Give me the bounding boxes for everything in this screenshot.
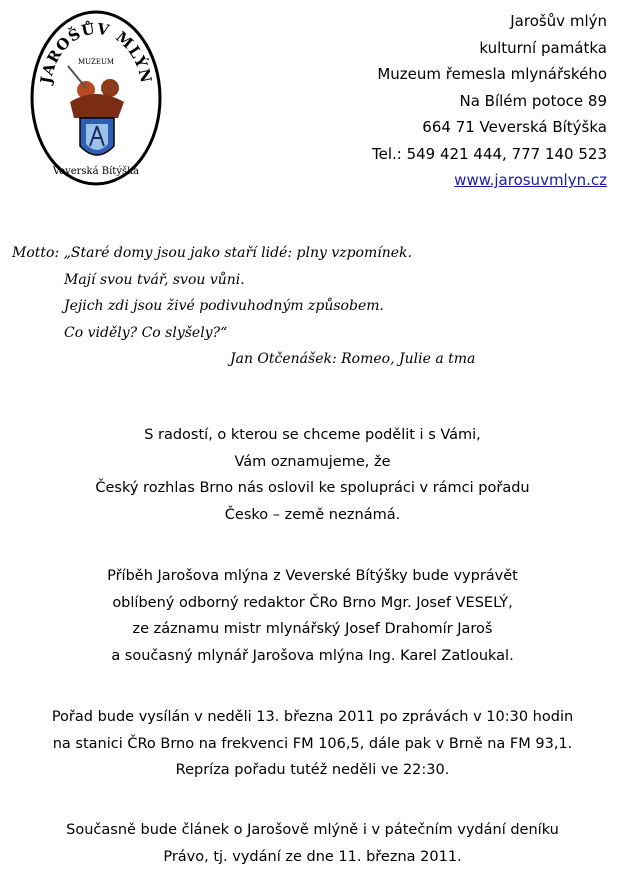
museum-logo — [28, 6, 164, 188]
motto-line: Motto: „Staré domy jsou jako staří lidé: plny vzpomínek. — [12, 245, 412, 261]
broadcast-paragraph — [0, 704, 625, 784]
paragraph-line: Vám oznamujeme, že — [234, 453, 391, 470]
museum-status: kulturní památka — [479, 38, 607, 57]
paragraph-line: Příběh Jarošova mlýna z Veverské Bítýšky bude vyprávět — [107, 568, 518, 584]
motto-line: Jejich zdi jsou živé podivuhodným způsobem. — [64, 298, 384, 314]
paragraph-line: a současný mlynář Jarošova mlýna Ing. Karel Zatloukal. — [111, 647, 514, 664]
announcement-paragraph — [0, 422, 625, 528]
museum-subtitle: Muzeum řemesla mlynářského — [377, 65, 607, 83]
museum-name: Jarošův mlýn — [510, 12, 607, 30]
phone-numbers: Tel.: 549 421 444, 777 140 523 — [372, 144, 607, 163]
paragraph-line: Pořad bude vysílán v neděli 13. března 2011 po zprávách v 10:30 hodin — [51, 709, 574, 725]
paragraph-line: S radostí, o kterou se chceme podělit i s Vámi, — [144, 427, 481, 443]
paragraph-line: Český rozhlas Brno nás oslovil ke spolupráci v rámci pořadu — [95, 480, 530, 496]
address-block — [372, 8, 607, 194]
paragraph-line: Česko – země neznámá. — [224, 506, 401, 523]
paragraph-line: Právo, tj. vydání ze dne 11. března 2011. — [163, 848, 462, 865]
svg-text:MUZEUM: MUZEUM — [77, 58, 115, 66]
website-link[interactable]: www.jarosuvmlyn.cz — [454, 171, 607, 189]
city-address: 664 71 Veverská Bítýška — [422, 118, 607, 136]
svg-text:JAROŠŮV MLÝN: JAROŠŮV MLÝN — [36, 19, 156, 86]
story-paragraph — [0, 563, 625, 669]
logo-emblem-icon — [28, 6, 164, 188]
motto-line: Co viděly? Co slyšely?“ — [64, 324, 228, 341]
paragraph-line: oblíbený odborný redaktor ČRo Brno Mgr. Josef VESELÝ, — [112, 594, 513, 611]
paragraph-line: na stanici ČRo Brno na frekvenci FM 106,5, dále pak v Brně na FM 93,1. — [52, 735, 573, 752]
paragraph-line: ze záznamu mistr mlynářský Josef Drahomír Jaroš — [132, 621, 493, 637]
motto-author: Jan Otčenášek: Romeo, Julie a tma — [230, 351, 476, 367]
article-paragraph — [0, 817, 625, 870]
svg-text:Veverská Bítýška: Veverská Bítýška — [52, 166, 140, 177]
paragraph-line: Repríza pořadu tutéž neděli ve 22:30. — [175, 762, 450, 778]
paragraph-line: Současně bude článek o Jarošově mlýně i v pátečním vydání deníku — [66, 822, 559, 838]
motto-block — [12, 240, 475, 373]
street-address: Na Bílém potoce 89 — [459, 91, 607, 110]
motto-line: Mají svou tvář, svou vůni. — [64, 271, 245, 288]
